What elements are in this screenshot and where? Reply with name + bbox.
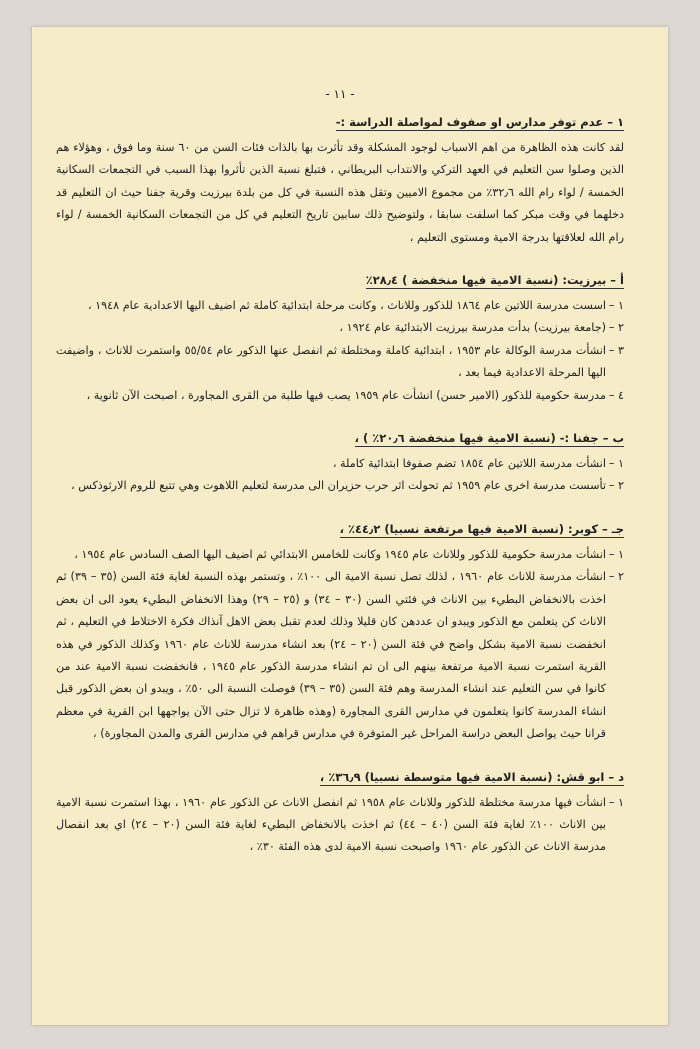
- page-number: - ١١ -: [325, 87, 355, 101]
- list-item: ١ – انشأت فيها مدرسة مختلطة للذكور وللاناث عام ١٩٥٨ ثم انفصل الاناث عن الذكور عام ١٩٦٠ ، بهذا استمرت نسبة الامية بين الاناث ١٠٠٪ لغاية فئة السن (٤٠ – ٤٤) ثم اخذت بالانخفاض البطيء لغاية فئة السن (٢٠ – ٢٤) اي بعد انفصال مدرسة الاناث عن الذكور عام ١٩٦٠ واصبحت نسبة الامية لدى هذه الفئة ٣٠٪ ،: [56, 795, 624, 854]
- section-heading-1: ١ – عدم توفر مدارس او صفوف لمواصلة الدراسة :-: [335, 115, 624, 129]
- list-item: ٢ – انشأت مدرسة للاناث عام ١٩٦٠ ، لذلك تصل نسبة الامية الى ١٠٠٪ ، وتستمر بهذه النسبة لغاية فئة السن (٣٥ – ٣٩) ثم اخذت بالانخفاض البطيء بين الاناث في فئتي السن (٣٠ – ٣٤) و (٢٥ – ٢٩) وهذا الانخفاض البطيء يعود الى ان بعض الاناث كن يتعلمن مع الذكور ويبدو ان عددهن كان قليلا وذلك لعدم تقبل بعض الاهل آنذاك فكرة الاختلاط في التعليم ، ثم انخفضت نسبة الامية بشكل واضح في فئة السن (٢٠ – ٢٤) بعد انشاء مدرسة للاناث عام ١٩٦٠ وكذلك الذكور في هذه القرية استمرت نسبة الامية مرتفعة بينهم الى ان تم انشاء مدرسة الذكور عام ١٩٤٥ ، فانخفضت نسبة الامية عند من كانوا في سن التعليم عند انشاء المدرسة وهم فئة السن (٣٥ – ٣٩) فوصلت النسبة الى ٥٠٪ ، ويبدو ان بعض الذكور قبل انشاء المدرسة كانوا يتعلمون في مدارس القرى المجاورة (وهذه ظاهرة لا تزال حتى الآن يواجهها ابن القرية في معظم قرانا حيث يواصل البعض دراسة المراحل غير المتوفرة في مدارس قراهم في مدارس القرى والمدن المجاورة) ،: [56, 570, 624, 741]
- list-item: ١ – انشأت مدرسة اللاتين عام ١٨٥٤ تضم صفوفا ابتدائية كاملة ،: [332, 457, 624, 471]
- section-heading-jifna: ب – جفنا :- (نسبة الامية فيها منخفضة ٢٠٫٦٪ ) ،: [354, 431, 624, 446]
- list-item: ١ – انشأت مدرسة حكومية للذكور وللاناث عام ١٩٤٥ وكانت للخامس الابتدائي ثم اضيف اليها الصف السادس عام ١٩٥٤ ،: [74, 547, 624, 561]
- section-heading-birzeit: أ – بيرزيت: (نسبة الامية فيها منخفضة ) ٢٨٫٤٪: [365, 273, 624, 288]
- list-item: ٤ – مدرسة حكومية للذكور (الامير حسن) انشأت عام ١٩٥٩ يصب فيها طلبة من القرى المجاورة ، اصبحت الآن ثانوية ،: [86, 388, 624, 402]
- document-body: [56, 87, 624, 1005]
- section-heading-abu-qash: د – ابو قش: (نسبة الامية فيها متوسطة نسبيا) ٣٦٫٩٪ ،: [319, 769, 624, 784]
- section-heading-kobar: جـ – كوبر: (نسبة الامية فيها مرتفعة نسبيا) ٤٤٫٢٪ ،: [339, 521, 624, 536]
- document-page: [32, 27, 668, 1025]
- intro-paragraph: لقد كانت هذه الظاهرة من اهم الاسباب لوجود المشكلة وقد تأثرت بها بالذات فئات السن من ٦٠ سنة وما فوق ، وهؤلاء هم الذين وصلوا سن التعليم في العهد التركي والانتداب البريطاني ، فتبلغ نسبة الذين تأثروا بهذا السبب في التجمعات السكانية الخمسة / لواء رام الله ٣٢٫٦٪ من مجموع الاميين وتقل هذه النسبة في كل من بلدة بيرزيت وقرية جفنا حيث ان التعليم قد دخلهما في وقت مبكر كما اسلفت سابقا ، ولتوضيح ذلك سابين تاريخ التعليم في كل من التجمعات السكانية الخمسة / لواء رام الله لعلاقتها بدرجة الامية ومستوى التعليم ،: [56, 141, 625, 244]
- list-item: ٣ – انشأت مدرسة الوكالة عام ١٩٥٣ ، ابتدائية كاملة ومختلطة ثم انفصل عنها الذكور عام ٥٥/٥٤ واستمرت للاناث ، واضيفت اليها المرحلة الاعدادية فيما بعد ،: [56, 343, 624, 380]
- list-item: ٢ – (جامعة بيرزيت) بدأت مدرسة بيرزيت الابتدائية عام ١٩٢٤ ،: [339, 321, 624, 335]
- list-item: ٢ – تأسست مدرسة اخرى عام ١٩٥٩ ثم تحولت اثر حرب حزيران الى مدرسة لتعليم اللاهوت وهي تتبع للروم الارثوذكس ،: [71, 479, 624, 493]
- list-item: ١ – اسست مدرسة اللاتين عام ١٨٦٤ للذكور وللاناث ، وكانت مرحلة ابتدائية كاملة ثم اضيف اليها الاعدادية عام ١٩٤٨ ،: [87, 299, 624, 313]
